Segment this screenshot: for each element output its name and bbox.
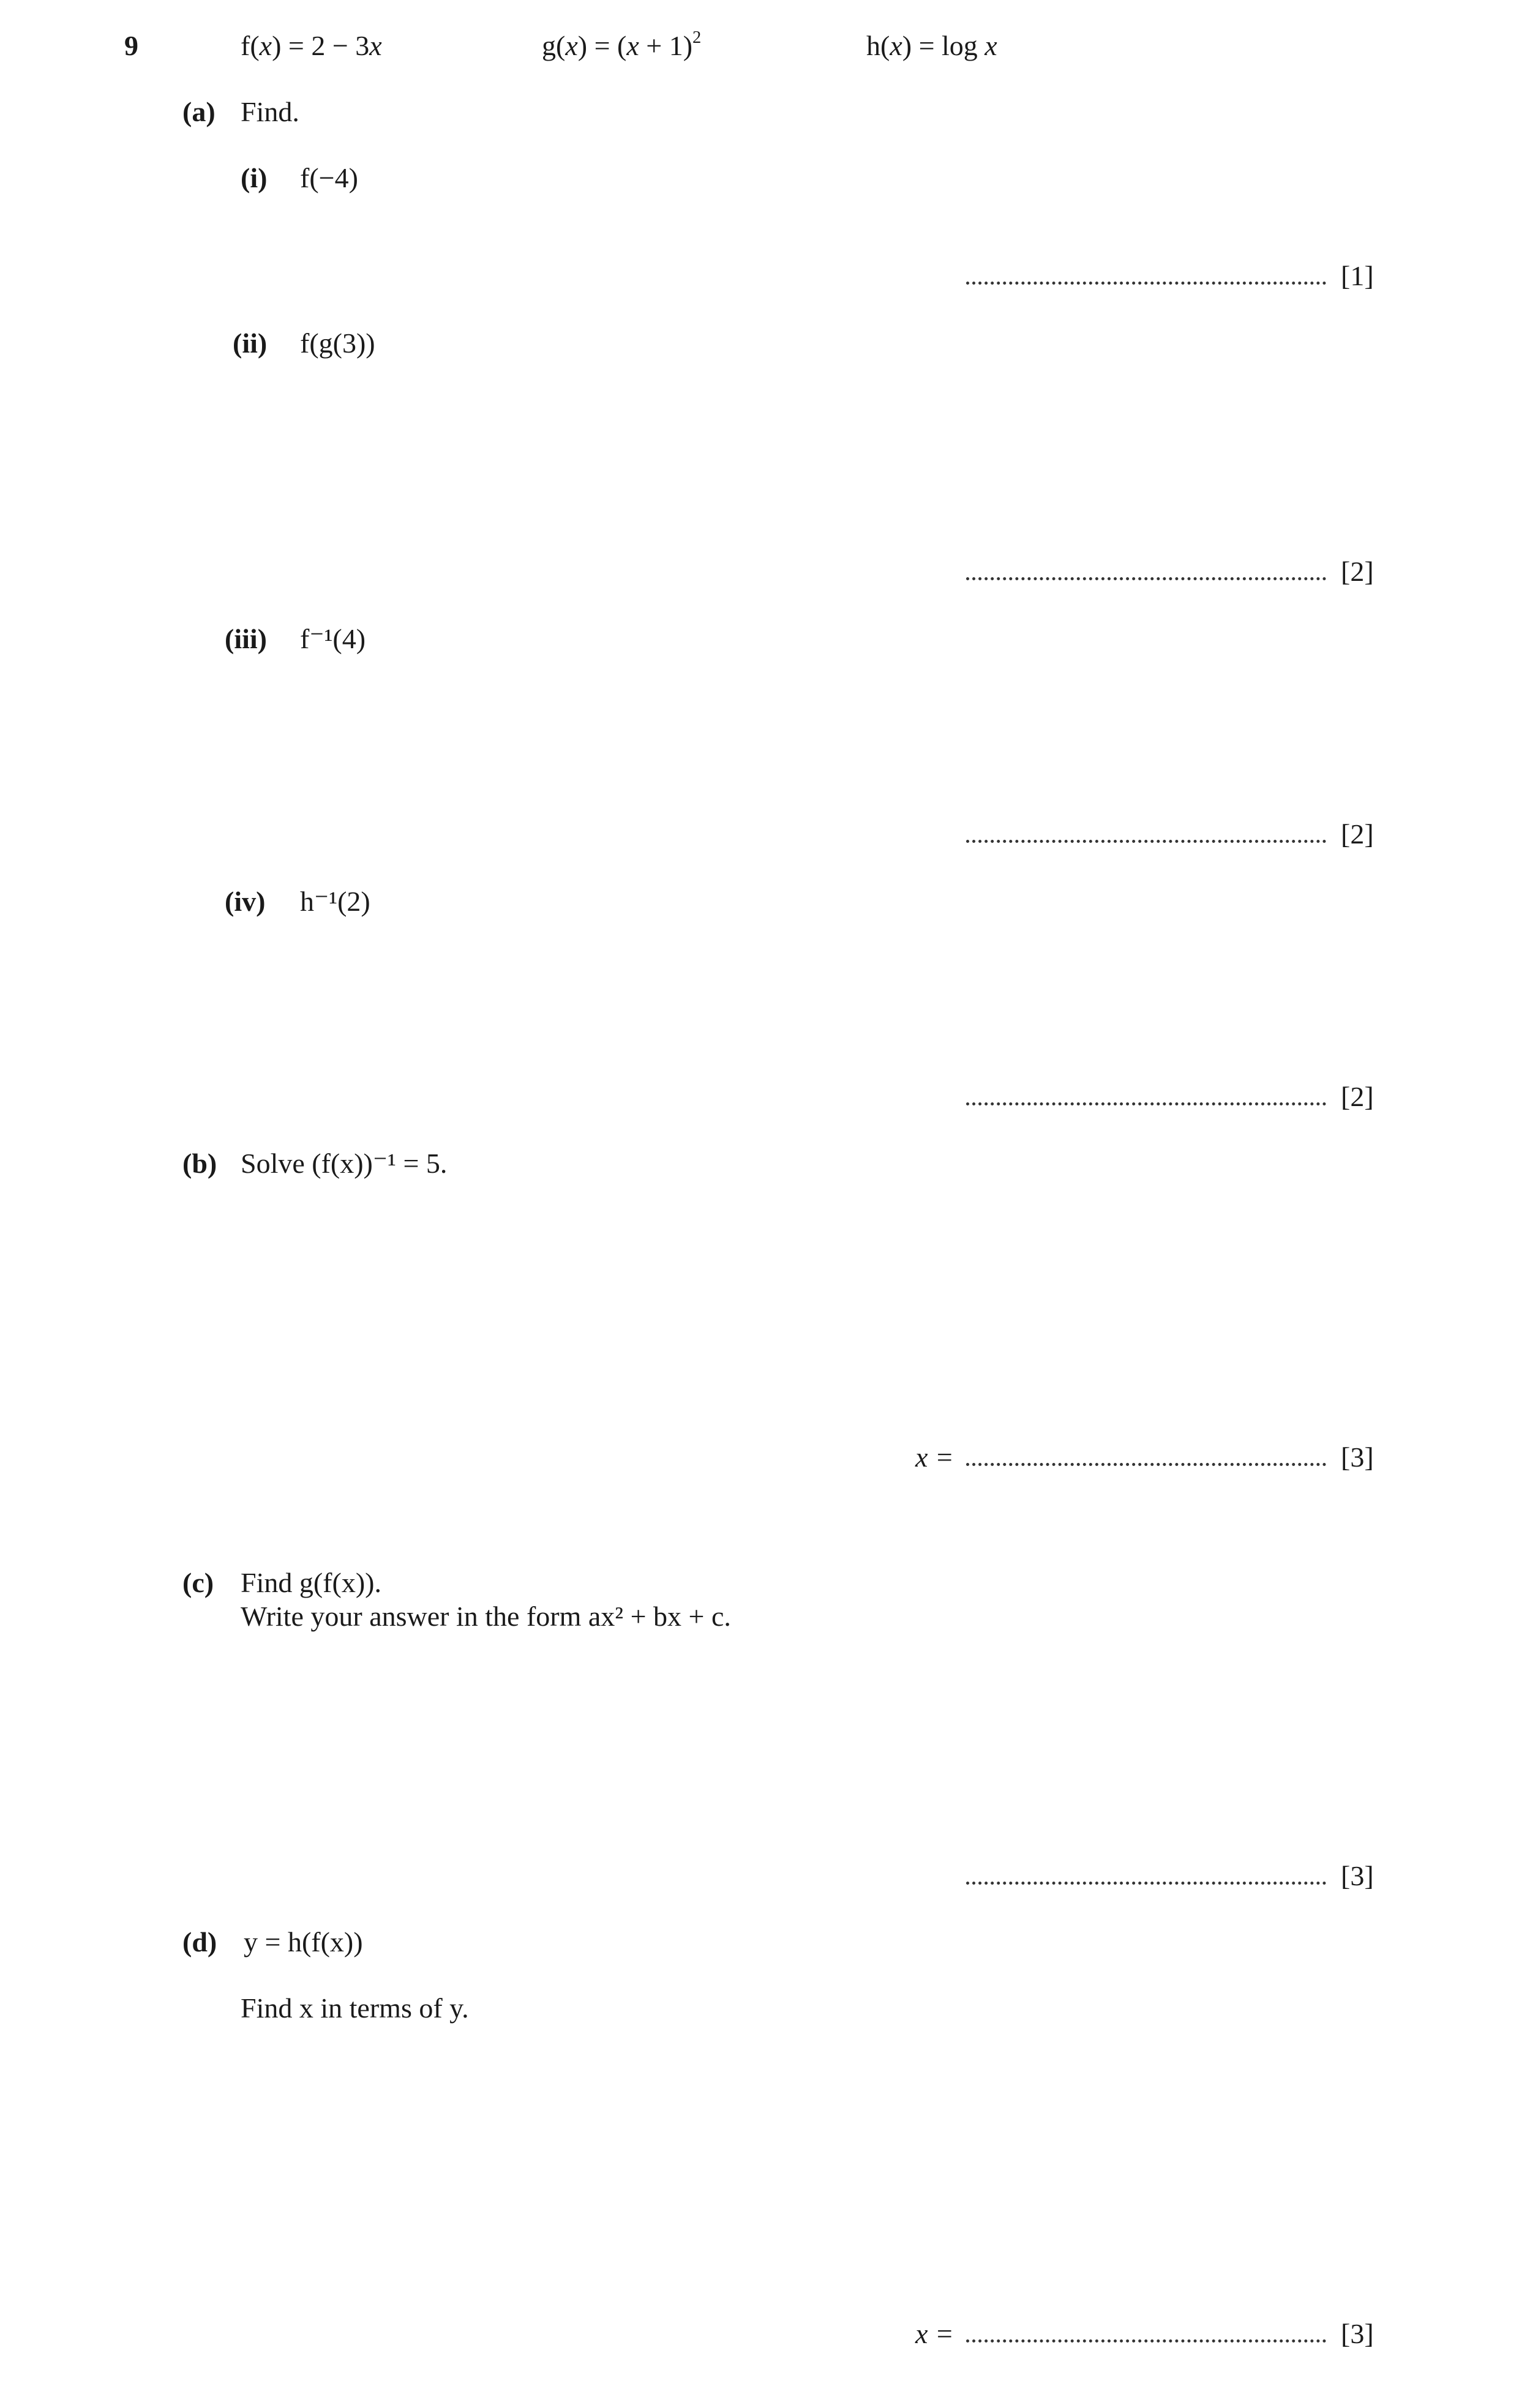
part-a-label: (a) [182,96,216,127]
part-d-label: (d) [182,1926,217,1957]
part-a-iv-expr: h⁻¹(2) [300,886,370,917]
part-a-text: Find. [241,96,299,127]
answer-line-c[interactable] [966,1882,1326,1885]
marks-a-iii: [2] [1341,818,1374,850]
marks-d: [3] [1341,2318,1374,2349]
part-a-iv-label: (iv) [225,886,266,917]
answer-line-a-ii[interactable] [966,577,1326,580]
answer-prefix-d: x = [915,2318,954,2349]
marks-a-i: [1] [1341,260,1374,291]
marks-b: [3] [1341,1441,1374,1473]
h-definition: h(x) = log x [866,30,997,61]
part-a-ii-expr: f(g(3)) [300,327,375,359]
f-definition: f(x) = 2 − 3x [241,30,382,61]
marks-a-iv: [2] [1341,1081,1374,1112]
part-a-i-label: (i) [241,162,268,193]
part-a-ii-label: (ii) [233,327,268,359]
part-a-iii-expr: f⁻¹(4) [300,623,366,654]
marks-c: [3] [1341,1860,1374,1891]
question-number: 9 [124,30,138,61]
part-d-text: Find x in terms of y. [241,1992,469,2024]
answer-line-a-i[interactable] [966,282,1326,285]
answer-line-a-iv[interactable] [966,1102,1326,1105]
part-c-label: (c) [182,1567,214,1598]
part-d-expr: y = h(f(x)) [244,1926,363,1957]
part-c-line1: Find g(f(x)). [241,1567,381,1598]
part-a-iii-label: (iii) [225,623,267,654]
answer-line-b[interactable] [966,1463,1326,1466]
part-b-label: (b) [182,1148,217,1179]
answer-prefix-b: x = [915,1441,954,1473]
g-definition: $g(x) = (x + 1)^2$ [542,28,702,61]
marks-a-ii: [2] [1341,556,1374,587]
answer-line-a-iii[interactable] [966,840,1326,843]
part-b-text: Solve (f(x))⁻¹ = 5. [241,1148,448,1179]
part-c-line2: Write your answer in the form ax² + bx + c. [241,1601,731,1632]
answer-line-d[interactable] [966,2339,1326,2343]
part-a-i-expr: f(−4) [300,162,358,193]
